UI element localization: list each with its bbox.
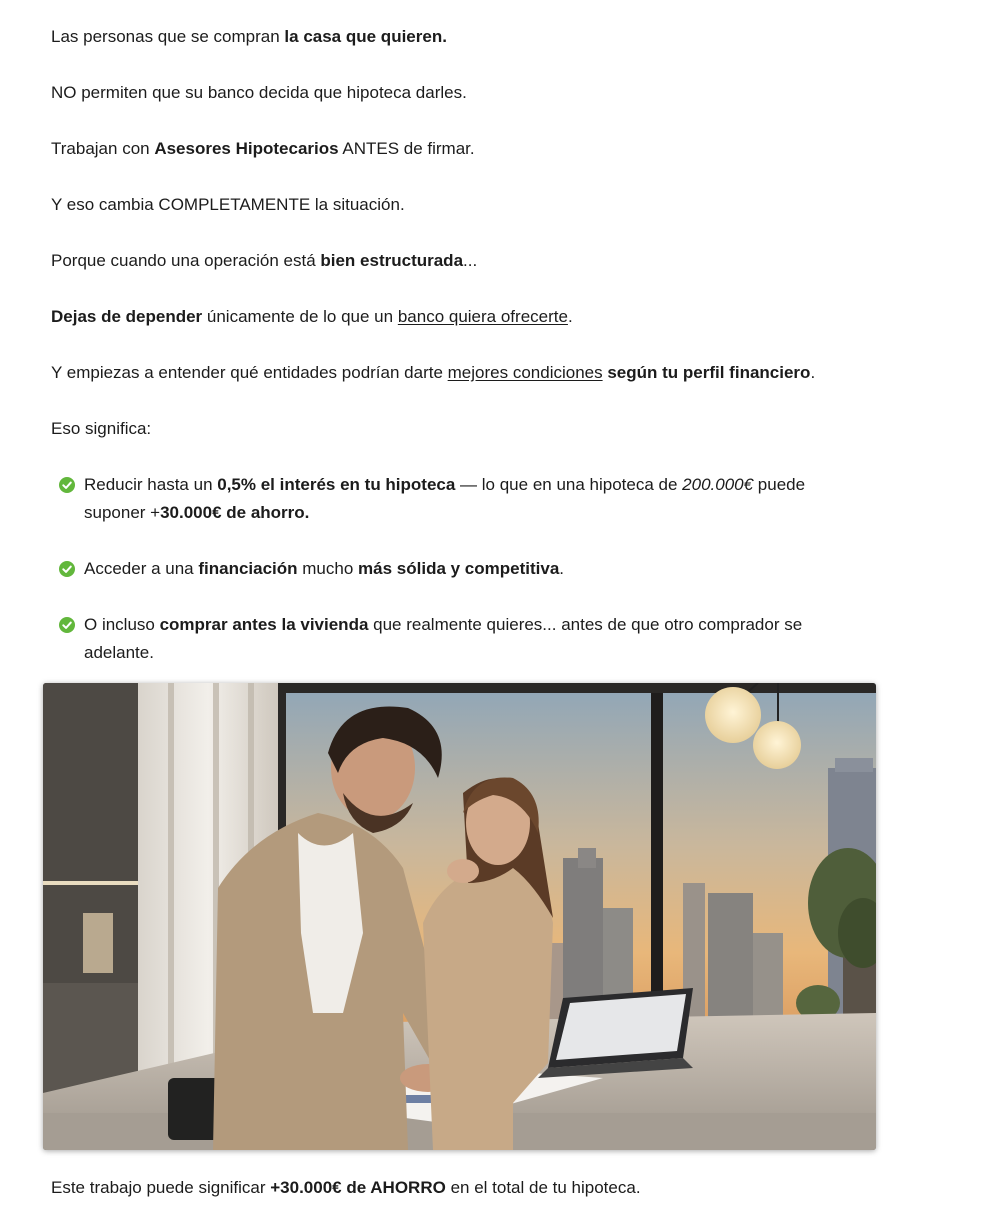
check-circle-icon [59, 561, 75, 577]
paragraph-6: Dejas de depender únicamente de lo que un banco quiera ofrecerte. [51, 307, 573, 326]
article-body [51, 23, 881, 667]
paragraph-1: Las personas que se compran la casa que quieren. [51, 27, 447, 46]
paragraph-2: NO permiten que su banco decida que hipoteca darles. [51, 83, 467, 102]
paragraph-8: Eso significa: [51, 419, 152, 438]
benefits-list [51, 471, 881, 667]
check-circle-icon [59, 477, 75, 493]
list-item: Acceder a una financiación mucho más sólida y competitiva. [51, 555, 844, 583]
paragraph-5: Porque cuando una operación está bien estructurada... [51, 251, 478, 270]
link-banco-ofrecerte[interactable]: banco quiera ofrecerte [397, 307, 568, 326]
closing-paragraph: Este trabajo puede significar +30.000€ de AHORRO en el total de tu hipoteca. [51, 1178, 641, 1197]
paragraph-7: Y empiezas a entender qué entidades podrían darte mejores condiciones según tu perfil financiero. [51, 363, 816, 382]
paragraph-4: Y eso cambia COMPLETAMENTE la situación. [51, 195, 405, 214]
check-circle-icon [59, 617, 75, 633]
list-item: Reducir hasta un 0,5% el interés en tu hipoteca — lo que en una hipoteca de 200.000€ puede suponer +30.000€ de ahorro. [51, 471, 844, 527]
couple-kitchen-photo [43, 683, 876, 1150]
link-mejores-condiciones[interactable]: mejores condiciones [447, 363, 603, 382]
list-item: O incluso comprar antes la vivienda que realmente quieres... antes de que otro comprador se adelante. [51, 611, 844, 667]
paragraph-3: Trabajan con Asesores Hipotecarios ANTES de firmar. [51, 139, 475, 158]
